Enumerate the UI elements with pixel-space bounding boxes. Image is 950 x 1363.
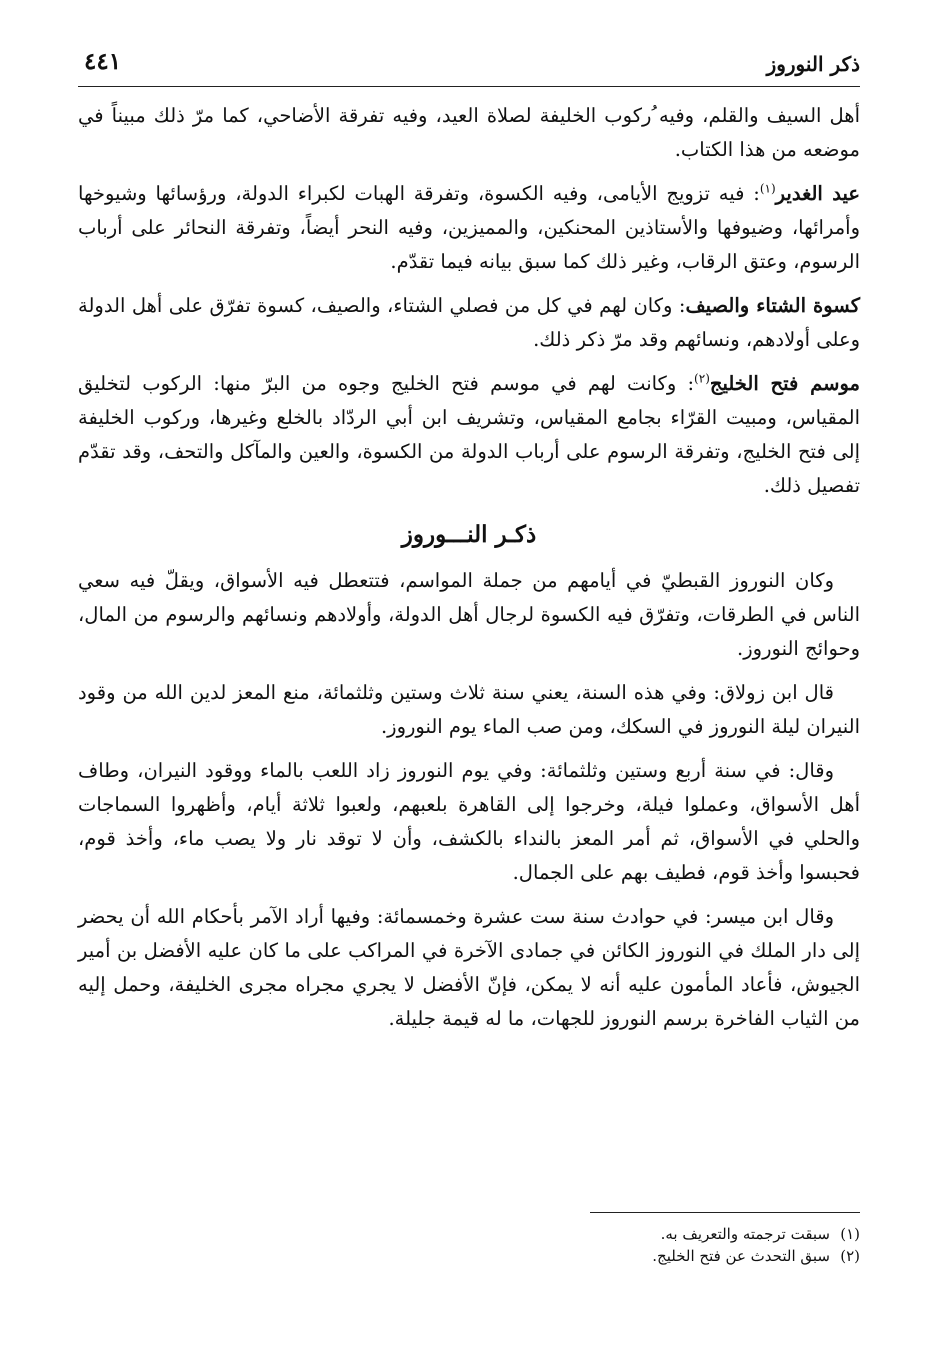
paragraph-term: عيد الغدير [775, 182, 860, 205]
section-paragraph: وكان النوروز القبطيّ في أيامهم من جملة المواسم، فتتعطل فيه الأسواق، ويقلّ فيه سعي الناس في الطرقات، وتفرّق فيه الكسوة لرجال أهل الدولة، وأولادهم ونسائهم والرسوم من المال، وحوائج النوروز. [78, 569, 860, 660]
running-header [78, 40, 860, 87]
section-paragraph: وقال ابن ميسر: في حوادث سنة ست عشرة وخمسمائة: وفيها أراد الآمر بأحكام الله أن يحضر إلى دار الملك في النوروز الكائن في جمادى الآخرة في المراكب على ما كان عليه الأفضل بن أمير الجيوش، فأعاد المأمون عليه أنه لا يمكن، فإنّ الأفضل لا يجري مجراه مجرى الخليفة، وحمل إليه من الثياب الفاخرة برسم النوروز للجهات، ما له قيمة جليلة. [78, 905, 860, 1030]
paragraph-text: : وكان لهم في كل من فصلي الشتاء، والصيف، كسوة تفرّق على أهل الدولة وعلى أولادهم، ونسائهم وقد مرّ ذكر ذلك. [78, 294, 860, 351]
paragraph-text: : وكانت لهم في موسم فتح الخليج وجوه من البرّ منها: الركوب لتخليق المقياس، ومبيت القرّاء بجامع المقياس، وتشريف ابن أبي الردّاد بالخلع وغيرها، وركوب الخليفة إلى فتح الخليج، وتفرقة الرسوم على أرباب الدولة من الكسوة، والعين والمآكل والتحف، وقد تقدّم تفصيل ذلك. [78, 372, 860, 497]
paragraph-term: موسم فتح الخليج [709, 372, 860, 395]
footnote-text: سبقت ترجمته والتعريف به. [660, 1225, 830, 1243]
footnote-number: (٢) [840, 1247, 860, 1265]
body-text [78, 99, 860, 1036]
section-paragraph: وقال: في سنة أربع وستين وثلثمائة: وفي يوم النوروز زاد اللعب بالماء ووقود النيران، وطاف أهل الأسواق، وعملوا فيلة، وخرجوا إلى القاهرة بلعبهم، ولعبوا ثلاثة أيام، وأظهروا السماجات والحلي في الأسواق، ثم أمر المعز بالنداء بالكشف، وأن لا توقد نار ولا يصب ماء، وأخذ قوم، فحبسوا وأخذ قوم، فطيف بهم على الجمال. [78, 759, 860, 884]
paragraph-continuation [78, 99, 860, 167]
section-paragraph: قال ابن زولاق: وفي هذه السنة، يعني سنة ثلاث وستين وثلثمائة، منع المعز لدين الله من وقود النيران ليلة النوروز في السكك، ومن صب الماء يوم النوروز. [78, 681, 860, 738]
footnote-divider [590, 1212, 860, 1213]
footnote-item [78, 1223, 860, 1245]
paragraph-winter-summer-clothing [78, 289, 860, 357]
footnote-number: (١) [840, 1225, 860, 1243]
paragraph-canal-opening-season [78, 367, 860, 503]
paragraph-term: كسوة الشتاء والصيف [685, 294, 860, 317]
page-number: ٤٤١ [84, 48, 122, 75]
section-heading: ذكـر النـــوروز [401, 521, 537, 548]
paragraph-eid-al-ghadir [78, 177, 860, 279]
running-title: ذكر النوروز [766, 52, 860, 76]
paragraph-text: أهل السيف والقلم، وفيه ُركوب الخليفة لصلاة العيد، وفيه تفرقة الأضاحي، كما مرّ ذلك مبيناً في موضعه من هذا الكتاب. [78, 104, 860, 161]
footnote-marker: (٢) [694, 371, 710, 386]
footnote-item [78, 1245, 860, 1267]
book-page [78, 40, 860, 1330]
footnotes [78, 1212, 860, 1267]
paragraph-text: : فيه تزويج الأيامى، وفيه الكسوة، وتفرقة الهبات لكبراء الدولة، ورؤسائها وشيوخها وأمرائها، وضيوفها والأستاذين المحنكين، والمميزين، وفيه النحر أيضاً، وتفرقة النحائر على أرباب الرسوم، وعتق الرقاب، وغير ذلك كما سبق بيانه فيما تقدّم. [78, 182, 860, 273]
footnote-text: سبق التحدث عن فتح الخليج. [652, 1247, 830, 1265]
footnote-marker: (١) [759, 181, 776, 196]
